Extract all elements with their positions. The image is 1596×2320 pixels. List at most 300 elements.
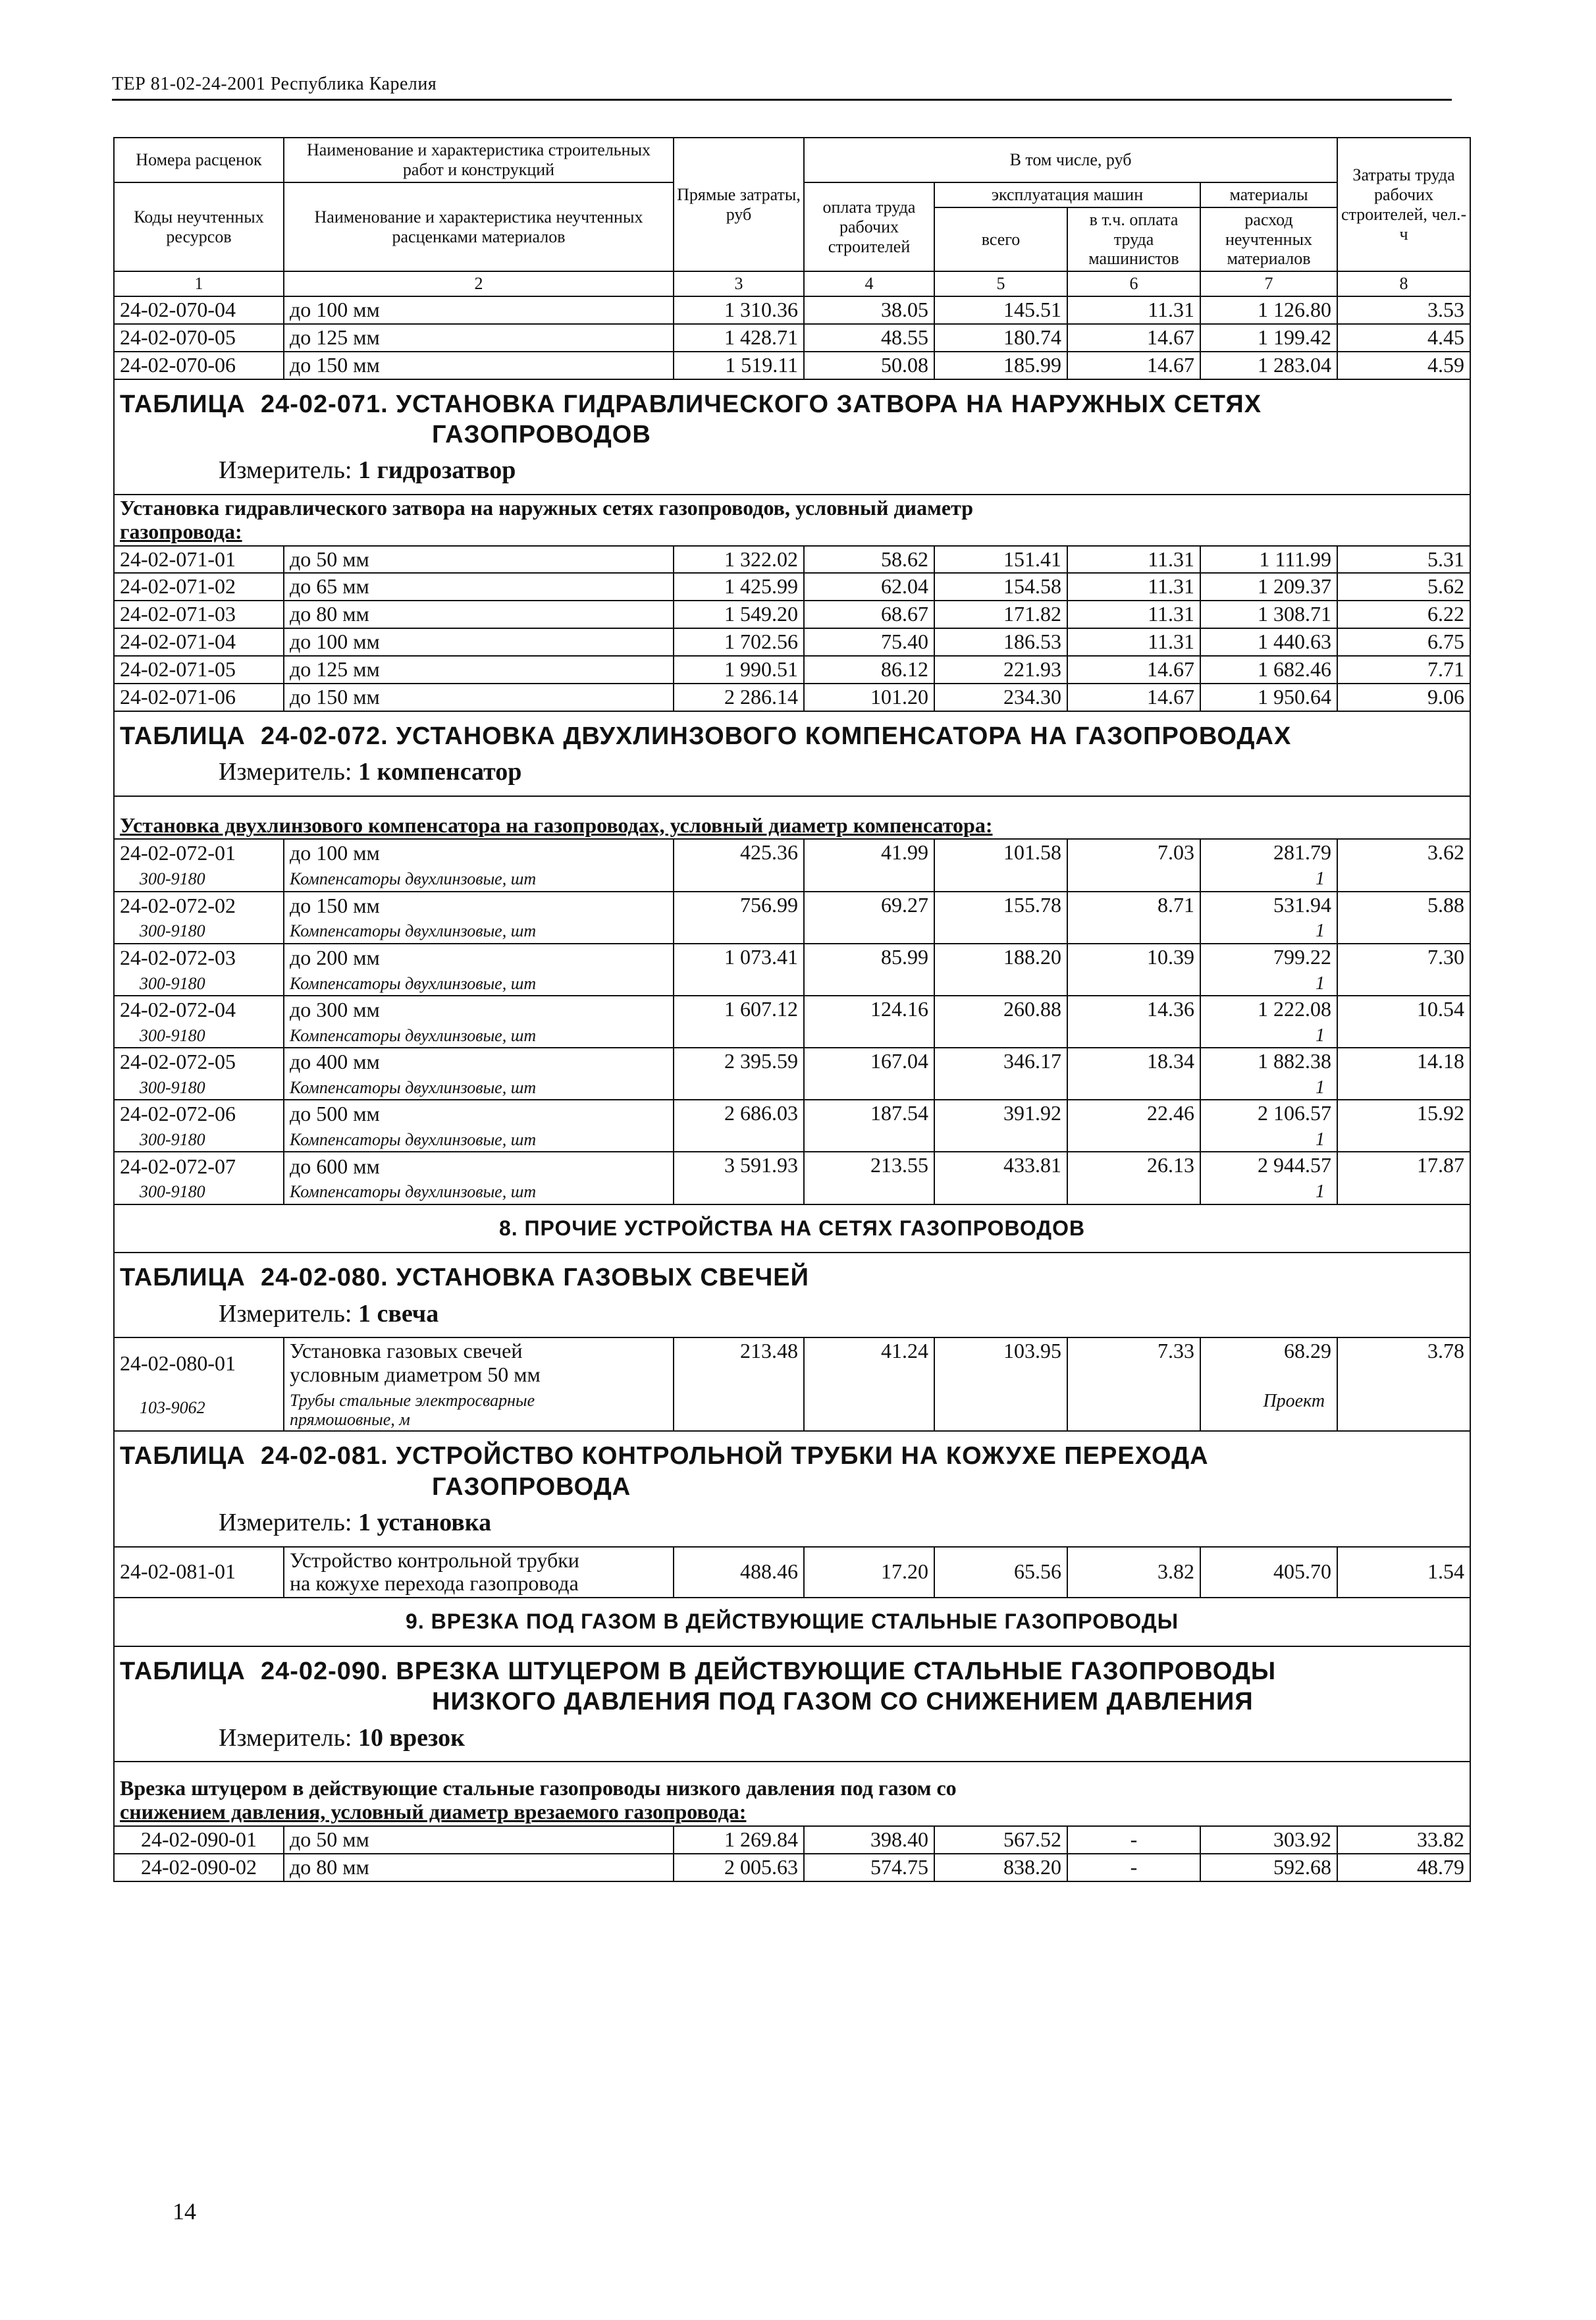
- row-name-cell: [284, 944, 674, 996]
- row-mat: 799.22: [1273, 944, 1332, 969]
- row-labor: 574.75: [804, 1854, 934, 1881]
- price-table: [113, 137, 1471, 1882]
- col-number: 4: [804, 271, 934, 296]
- table-label: ТАБЛИЦА: [120, 1442, 246, 1470]
- row-mat: 2 106.57: [1258, 1101, 1332, 1125]
- row-name: до 125 мм: [284, 324, 674, 352]
- row-mat-cell: [1200, 839, 1337, 891]
- table-row: [114, 996, 1470, 1048]
- material-qty: 1: [1316, 1181, 1325, 1202]
- row-labor: 124.16: [804, 996, 934, 1048]
- row-hours: 7.71: [1337, 656, 1470, 684]
- material-name: Трубы стальные электросварные: [290, 1391, 535, 1411]
- row-mach-labor: 14.67: [1067, 352, 1200, 379]
- row-code: 24-02-071-02: [114, 573, 284, 601]
- row-mat: 2 944.57: [1258, 1153, 1332, 1177]
- row-code: 24-02-072-04: [120, 998, 236, 1022]
- row-mach: 346.17: [934, 1048, 1067, 1100]
- table-080-title: [120, 1262, 1464, 1293]
- row-mat: 281.79: [1273, 840, 1332, 865]
- row-mach-labor: 7.03: [1067, 839, 1200, 891]
- table-title-line: ВРЕЗКА ШТУЦЕРОМ В ДЕЙСТВУЮЩИЕ СТАЛЬНЫЕ ГАЗОПРОВОДЫ: [396, 1658, 1277, 1686]
- row-hours: 14.18: [1337, 1048, 1470, 1100]
- row-code-cell: [114, 1100, 284, 1152]
- row-labor: 17.20: [804, 1547, 934, 1598]
- row-name: до 400 мм: [290, 1050, 380, 1074]
- material-code: 300-9180: [140, 921, 205, 941]
- row-name: до 50 мм: [284, 1826, 674, 1854]
- row-direct: 2 395.59: [674, 1048, 804, 1100]
- material-name: Компенсаторы двухлинзовые, шт: [290, 921, 537, 941]
- row-code-cell: [114, 996, 284, 1048]
- row-direct: 3 591.93: [674, 1152, 804, 1204]
- row-code: 24-02-072-01: [120, 841, 236, 865]
- row-direct: 1 428.71: [674, 324, 804, 352]
- row-mat-cell: [1200, 892, 1337, 944]
- row-mat-cell: [1200, 1152, 1337, 1204]
- table-title-line: ГАЗОПРОВОДА: [432, 1472, 631, 1501]
- row-mach: 186.53: [934, 628, 1067, 656]
- row-name-cell: [284, 1547, 674, 1598]
- row-mach-labor: 11.31: [1067, 573, 1200, 601]
- table-heading-row: [114, 711, 1470, 796]
- row-name: до 50 мм: [284, 546, 674, 574]
- col-number: 1: [114, 271, 284, 296]
- material-code: 103-9062: [140, 1397, 205, 1417]
- row-mat: 1 682.46: [1200, 656, 1337, 684]
- row-mach: 180.74: [934, 324, 1067, 352]
- material-qty: 1: [1316, 1025, 1325, 1046]
- material-qty: 1: [1316, 1129, 1325, 1150]
- material-code: 300-9180: [140, 869, 205, 889]
- row-mach: 234.30: [934, 684, 1067, 711]
- row-code: 24-02-081-01: [114, 1547, 284, 1598]
- row-hours: 6.22: [1337, 601, 1470, 628]
- row-direct: 2 286.14: [674, 684, 804, 711]
- subgroup-row: [114, 1762, 1470, 1826]
- row-name: до 65 мм: [284, 573, 674, 601]
- row-code: 24-02-071-04: [114, 628, 284, 656]
- subgroup-line: снижением давления, условный диаметр врезаемого газопровода:: [120, 1800, 747, 1824]
- col-number: 2: [284, 271, 674, 296]
- row-direct: 1 549.20: [674, 601, 804, 628]
- row-mat: 1 209.37: [1200, 573, 1337, 601]
- row-mach: 391.92: [934, 1100, 1067, 1152]
- row-hours: 33.82: [1337, 1826, 1470, 1854]
- row-code: 24-02-070-06: [114, 352, 284, 379]
- row-mat: 1 950.64: [1200, 684, 1337, 711]
- row-name-cell: [284, 1100, 674, 1152]
- row-hours: 3.62: [1337, 839, 1470, 891]
- measure-label: Измеритель:: [219, 757, 352, 786]
- table-number: 24-02-081.: [260, 1442, 388, 1470]
- table-header: [114, 138, 1470, 296]
- row-mach-labor: 26.13: [1067, 1152, 1200, 1204]
- row-name: до 600 мм: [290, 1154, 380, 1178]
- row-hours: 10.54: [1337, 996, 1470, 1048]
- row-name: до 100 мм: [284, 296, 674, 324]
- table-row: [114, 296, 1470, 324]
- subgroup-row: [114, 796, 1470, 840]
- row-hours: 3.53: [1337, 296, 1470, 324]
- row-direct: 1 702.56: [674, 628, 804, 656]
- table-label: ТАБЛИЦА: [120, 390, 246, 418]
- row-direct: 1 519.11: [674, 352, 804, 379]
- row-code-cell: [114, 944, 284, 996]
- material-code: 300-9180: [140, 973, 205, 993]
- row-labor: 75.40: [804, 628, 934, 656]
- row-name: до 125 мм: [284, 656, 674, 684]
- col-name-bottom: Наименование и характеристика неучтенных расценками материалов: [284, 182, 674, 272]
- row-direct: 1 269.84: [674, 1826, 804, 1854]
- row-direct: 1 322.02: [674, 546, 804, 574]
- table-number: 24-02-080.: [260, 1264, 388, 1292]
- material-qty: 1: [1316, 869, 1325, 890]
- row-name: до 100 мм: [290, 841, 380, 865]
- col-code-top: Номера расценок: [114, 138, 284, 182]
- subgroup-line: газопровода:: [120, 519, 242, 543]
- row-mach: 221.93: [934, 656, 1067, 684]
- row-name-cell: [284, 1152, 674, 1204]
- row-mach: 155.78: [934, 892, 1067, 944]
- row-direct: 1 073.41: [674, 944, 804, 996]
- row-code: 24-02-072-06: [120, 1102, 236, 1126]
- table-row: [114, 1854, 1470, 1881]
- row-mat-cell: [1200, 1048, 1337, 1100]
- row-name: Установка газовых свечей: [290, 1339, 523, 1363]
- table-title-line: УСТАНОВКА ГИДРАВЛИЧЕСКОГО ЗАТВОРА НА НАРУЖНЫХ СЕТЯХ: [396, 390, 1262, 418]
- table-row: [114, 573, 1470, 601]
- measure-label: Измеритель:: [219, 1723, 352, 1752]
- row-code: 24-02-072-02: [120, 893, 236, 917]
- row-code: 24-02-090-02: [114, 1854, 284, 1881]
- col-mat-unaccounted: расход неучтенных материалов: [1200, 207, 1337, 272]
- row-labor: 398.40: [804, 1826, 934, 1854]
- row-name-cell: [284, 892, 674, 944]
- row-code-cell: [114, 1337, 284, 1431]
- table-heading-row: [114, 1646, 1470, 1762]
- table-row: [114, 601, 1470, 628]
- col-code-bottom: Коды неучтенных ресурсов: [114, 182, 284, 272]
- col-materials: материалы: [1200, 182, 1337, 207]
- row-hours: 1.54: [1337, 1547, 1470, 1598]
- row-mach-labor: 11.31: [1067, 628, 1200, 656]
- col-mach-labor: в т.ч. оплата труда машинистов: [1067, 207, 1200, 272]
- table-row: [114, 1826, 1470, 1854]
- row-mach-labor: 3.82: [1067, 1547, 1200, 1598]
- row-mach-labor: -: [1067, 1854, 1200, 1881]
- row-mat: 1 882.38: [1258, 1049, 1332, 1073]
- table-072-measure: [120, 758, 1464, 786]
- row-name: на кожухе перехода газопровода: [290, 1571, 579, 1596]
- row-hours: 5.62: [1337, 573, 1470, 601]
- material-name: прямошовные, м: [290, 1410, 410, 1430]
- table-080-measure: [120, 1300, 1464, 1328]
- row-mach: 151.41: [934, 546, 1067, 574]
- row-mat-cell: [1200, 944, 1337, 996]
- row-hours: 9.06: [1337, 684, 1470, 711]
- row-mach: 154.58: [934, 573, 1067, 601]
- col-number: 3: [674, 271, 804, 296]
- row-name: до 80 мм: [284, 1854, 674, 1881]
- row-code-cell: [114, 1152, 284, 1204]
- material-code: 300-9180: [140, 1078, 205, 1098]
- material-qty: 1: [1316, 1077, 1325, 1098]
- row-labor: 68.67: [804, 601, 934, 628]
- row-code: 24-02-090-01: [114, 1826, 284, 1854]
- table-081-heading: [114, 1431, 1470, 1546]
- table-072-subgroup: [114, 796, 1470, 840]
- row-direct: 2 005.63: [674, 1854, 804, 1881]
- row-name: до 80 мм: [284, 601, 674, 628]
- row-name: до 500 мм: [290, 1102, 380, 1126]
- row-name-cell: [284, 996, 674, 1048]
- row-labor: 167.04: [804, 1048, 934, 1100]
- table-072-title: [120, 721, 1464, 751]
- row-code: 24-02-071-05: [114, 656, 284, 684]
- material-name: Компенсаторы двухлинзовые, шт: [290, 973, 537, 993]
- row-mach-labor: 14.67: [1067, 324, 1200, 352]
- row-mat: 592.68: [1200, 1854, 1337, 1881]
- running-header: ТЕР 81-02-24-2001 Республика Карелия: [112, 74, 1452, 101]
- row-direct: 488.46: [674, 1547, 804, 1598]
- col-number: 8: [1337, 271, 1470, 296]
- section-row: [114, 1598, 1470, 1646]
- material-name: Компенсаторы двухлинзовые, шт: [290, 1078, 537, 1098]
- row-mach-labor: -: [1067, 1826, 1200, 1854]
- row-hours: 3.78: [1337, 1337, 1470, 1431]
- measure-value: 1 гидрозатвор: [358, 456, 516, 485]
- row-mach: 171.82: [934, 601, 1067, 628]
- table-090-heading: [114, 1646, 1470, 1762]
- table-label: ТАБЛИЦА: [120, 1658, 246, 1686]
- row-name: до 150 мм: [290, 893, 380, 917]
- row-code: 24-02-070-04: [114, 296, 284, 324]
- row-mat-cell: [1200, 1337, 1337, 1431]
- table-row: [114, 944, 1470, 996]
- section-8-title: 8. ПРОЧИЕ УСТРОЙСТВА НА СЕТЯХ ГАЗОПРОВОДОВ: [114, 1204, 1470, 1253]
- row-name-cell: [284, 839, 674, 891]
- col-hours: Затраты труда рабочих строителей, чел.-ч: [1337, 138, 1470, 271]
- subgroup-line: Установка двухлинзового компенсатора на газопроводах, условный диаметр компенсатора:: [120, 813, 993, 837]
- row-labor: 187.54: [804, 1100, 934, 1152]
- measure-label: Измеритель:: [219, 456, 352, 485]
- material-name: Компенсаторы двухлинзовые, шт: [290, 1025, 537, 1045]
- row-mat: 405.70: [1200, 1547, 1337, 1598]
- row-name-cell: [284, 1048, 674, 1100]
- row-mat: 1 440.63: [1200, 628, 1337, 656]
- table-row: [114, 1337, 1470, 1431]
- row-direct: 1 990.51: [674, 656, 804, 684]
- row-labor: 41.24: [804, 1337, 934, 1431]
- table-row: [114, 1100, 1470, 1152]
- table-row: [114, 1152, 1470, 1204]
- row-name: до 150 мм: [284, 352, 674, 379]
- row-code: 24-02-072-07: [120, 1154, 236, 1178]
- row-direct: 1 425.99: [674, 573, 804, 601]
- row-code: 24-02-071-01: [114, 546, 284, 574]
- row-mat: 1 199.42: [1200, 324, 1337, 352]
- section-row: [114, 1204, 1470, 1253]
- row-hours: 4.45: [1337, 324, 1470, 352]
- row-mach: 433.81: [934, 1152, 1067, 1204]
- row-hours: 48.79: [1337, 1854, 1470, 1881]
- material-name: Компенсаторы двухлинзовые, шт: [290, 1130, 537, 1150]
- table-081-title: [120, 1441, 1464, 1502]
- row-mach-labor: 11.31: [1067, 546, 1200, 574]
- row-name: до 100 мм: [284, 628, 674, 656]
- table-071-heading: [114, 379, 1470, 495]
- table-number: 24-02-090.: [260, 1658, 388, 1686]
- row-direct: 756.99: [674, 892, 804, 944]
- row-mach-labor: 8.71: [1067, 892, 1200, 944]
- row-mach: 188.20: [934, 944, 1067, 996]
- row-mat: 1 111.99: [1200, 546, 1337, 574]
- measure-value: 1 компенсатор: [358, 757, 522, 786]
- row-labor: 213.55: [804, 1152, 934, 1204]
- table-title-line: УСТАНОВКА ДВУХЛИНЗОВОГО КОМПЕНСАТОРА НА ГАЗОПРОВОДАХ: [396, 722, 1292, 750]
- row-mat-cell: [1200, 1100, 1337, 1152]
- column-numbers-row: [114, 271, 1470, 296]
- material-qty: 1: [1316, 921, 1325, 942]
- table-080-heading: [114, 1253, 1470, 1337]
- row-mach: 103.95: [934, 1337, 1067, 1431]
- row-mach-labor: 22.46: [1067, 1100, 1200, 1152]
- row-code: 24-02-080-01: [120, 1351, 236, 1375]
- table-heading-row: [114, 379, 1470, 495]
- material-code: 300-9180: [140, 1182, 205, 1202]
- table-row: [114, 546, 1470, 574]
- row-name-cell: [284, 1337, 674, 1431]
- row-labor: 86.12: [804, 656, 934, 684]
- row-hours: 5.31: [1337, 546, 1470, 574]
- row-mat: 1 308.71: [1200, 601, 1337, 628]
- table-title-line: ГАЗОПРОВОДОВ: [432, 421, 651, 449]
- col-machines: эксплуатация машин: [934, 182, 1200, 207]
- row-direct: 425.36: [674, 839, 804, 891]
- row-labor: 48.55: [804, 324, 934, 352]
- table-row: [114, 628, 1470, 656]
- row-mach: 65.56: [934, 1547, 1067, 1598]
- col-number: 6: [1067, 271, 1200, 296]
- row-mach: 260.88: [934, 996, 1067, 1048]
- row-mach-labor: 14.67: [1067, 684, 1200, 711]
- row-hours: 4.59: [1337, 352, 1470, 379]
- col-labor: оплата труда рабочих строителей: [804, 182, 934, 272]
- row-mach-labor: 14.36: [1067, 996, 1200, 1048]
- subgroup-row: [114, 495, 1470, 546]
- row-mat: 1 126.80: [1200, 296, 1337, 324]
- subgroup-line: Врезка штуцером в действующие стальные газопроводы низкого давления под газом со: [120, 1776, 957, 1800]
- row-mat: 68.29: [1284, 1339, 1332, 1363]
- table-081-measure: [120, 1509, 1464, 1537]
- row-name: до 300 мм: [290, 998, 380, 1022]
- row-mat-cell: [1200, 996, 1337, 1048]
- row-code: 24-02-071-03: [114, 601, 284, 628]
- row-mach-labor: 11.31: [1067, 601, 1200, 628]
- table-row: [114, 352, 1470, 379]
- row-code: 24-02-072-05: [120, 1050, 236, 1074]
- row-hours: 17.87: [1337, 1152, 1470, 1204]
- row-mat: 1 283.04: [1200, 352, 1337, 379]
- table-072-heading: [114, 711, 1470, 796]
- row-mach: 101.58: [934, 839, 1067, 891]
- table-label: ТАБЛИЦА: [120, 1264, 246, 1292]
- row-mach: 567.52: [934, 1826, 1067, 1854]
- row-hours: 7.30: [1337, 944, 1470, 996]
- row-labor: 69.27: [804, 892, 934, 944]
- row-code-cell: [114, 892, 284, 944]
- row-hours: 5.88: [1337, 892, 1470, 944]
- row-labor: 62.04: [804, 573, 934, 601]
- col-group: В том числе, руб: [804, 138, 1337, 182]
- col-direct: Прямые затраты, руб: [674, 138, 804, 271]
- row-direct: 213.48: [674, 1337, 804, 1431]
- table-row: [114, 656, 1470, 684]
- col-mach-total: всего: [934, 207, 1067, 272]
- table-number: 24-02-072.: [260, 722, 388, 750]
- row-code-cell: [114, 839, 284, 891]
- measure-value: 1 свеча: [358, 1299, 439, 1328]
- row-name: Устройство контрольной трубки: [290, 1548, 579, 1572]
- row-code: 24-02-070-05: [114, 324, 284, 352]
- measure-label: Измеритель:: [219, 1508, 352, 1536]
- material-code: 300-9180: [140, 1025, 205, 1045]
- measure-value: 1 установка: [358, 1508, 492, 1536]
- table-number: 24-02-071.: [260, 390, 388, 418]
- row-labor: 58.62: [804, 546, 934, 574]
- col-name-top: Наименование и характеристика строительных работ и конструкций: [284, 138, 674, 182]
- row-labor: 101.20: [804, 684, 934, 711]
- row-mach: 145.51: [934, 296, 1067, 324]
- row-hours: 6.75: [1337, 628, 1470, 656]
- table-090-subgroup: [114, 1762, 1470, 1826]
- row-labor: 50.08: [804, 352, 934, 379]
- table-071-subgroup: [114, 495, 1470, 546]
- table-row: [114, 324, 1470, 352]
- row-name: условным диаметром 50 мм: [290, 1362, 541, 1387]
- table-label: ТАБЛИЦА: [120, 722, 246, 750]
- row-mat: 1 222.08: [1258, 996, 1332, 1021]
- table-heading-row: [114, 1431, 1470, 1546]
- table-071-measure: [120, 456, 1464, 485]
- row-name: до 200 мм: [290, 945, 380, 969]
- row-name: до 150 мм: [284, 684, 674, 711]
- table-090-measure: [120, 1724, 1464, 1752]
- table-title-line: УСТАНОВКА ГАЗОВЫХ СВЕЧЕЙ: [396, 1264, 809, 1292]
- row-mach: 838.20: [934, 1854, 1067, 1881]
- table-title-line: УСТРОЙСТВО КОНТРОЛЬНОЙ ТРУБКИ НА КОЖУХЕ ПЕРЕХОДА: [396, 1442, 1209, 1470]
- material-name: Компенсаторы двухлинзовые, шт: [290, 869, 537, 889]
- row-mat: 303.92: [1200, 1826, 1337, 1854]
- table-row: [114, 839, 1470, 891]
- page-number: 14: [173, 2198, 196, 2225]
- row-mach-labor: 7.33: [1067, 1337, 1200, 1431]
- material-qty: Проект: [1263, 1391, 1325, 1412]
- row-mach-labor: 14.67: [1067, 656, 1200, 684]
- row-mach: 185.99: [934, 352, 1067, 379]
- col-number: 5: [934, 271, 1067, 296]
- measure-label: Измеритель:: [219, 1299, 352, 1328]
- row-direct: 1 310.36: [674, 296, 804, 324]
- row-labor: 41.99: [804, 839, 934, 891]
- row-direct: 2 686.03: [674, 1100, 804, 1152]
- section-9-title: 9. ВРЕЗКА ПОД ГАЗОМ В ДЕЙСТВУЮЩИЕ СТАЛЬНЫЕ ГАЗОПРОВОДЫ: [114, 1598, 1470, 1646]
- row-code: 24-02-072-03: [120, 945, 236, 969]
- row-direct: 1 607.12: [674, 996, 804, 1048]
- material-code: 300-9180: [140, 1130, 205, 1150]
- table-row: [114, 684, 1470, 711]
